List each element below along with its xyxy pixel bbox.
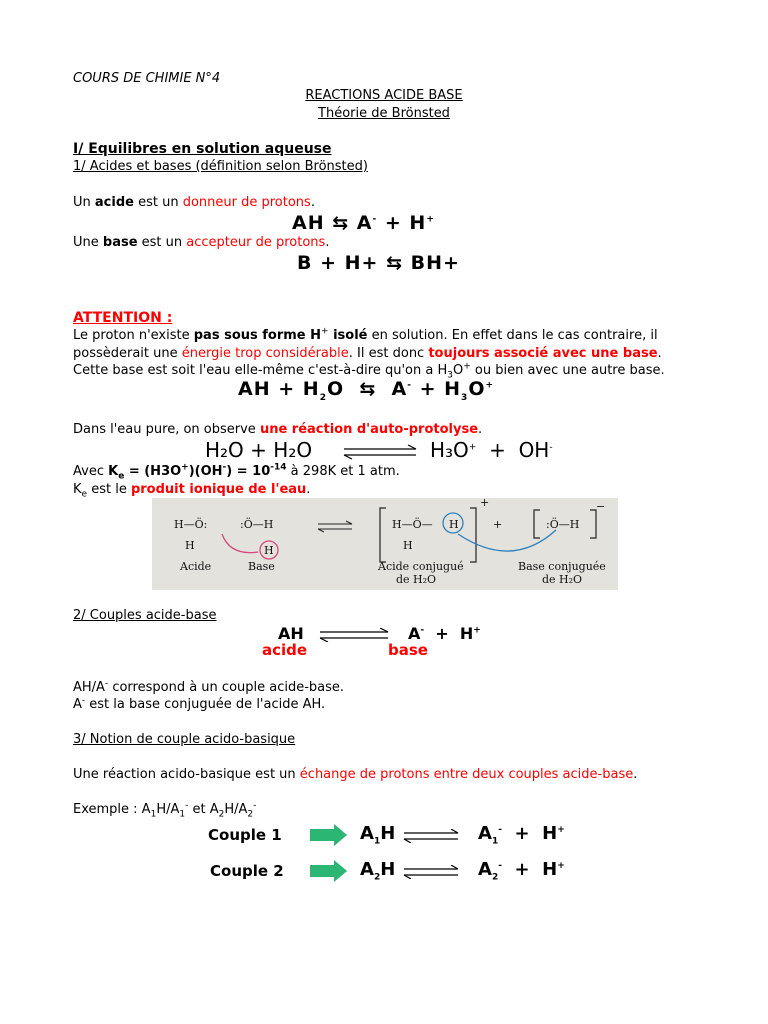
label-base-conjuguee: Base conjuguée [518, 560, 606, 573]
course-label: COURS DE CHIMIE N°4 [73, 71, 221, 86]
molecule-2: :Ö—H [240, 518, 274, 531]
autoprotolysis-line: Dans l'eau pure, on observe une réaction d'auto-protolyse. [73, 422, 483, 437]
molecule-2-h: H [264, 544, 274, 557]
label-acide-conjugue: Acide conjugué [378, 560, 464, 573]
label-de-h2o-1: de H₂O [396, 573, 437, 586]
exemple-line: Exemple : $A_1H/A_1^-$ et $A_2H/A_2^-$ [73, 800, 257, 820]
couple-line-1: AH/A- correspond à un couple acide-base. [73, 678, 345, 695]
molecule-3-h: H [403, 539, 413, 552]
attention-heading: ATTENTION : [73, 310, 173, 326]
green-arrow-icon [310, 824, 348, 846]
plus-sign: + [493, 518, 503, 531]
autoprotolysis-products: H₃O+ + OH- [430, 438, 553, 462]
couple-2-equilibrium-arrow [402, 865, 460, 879]
subsection-2-heading: 2/ Couples acide-base [73, 608, 217, 623]
autoprotolysis-equation: H₂O + H₂O [205, 438, 313, 462]
paragraph-line-2: possèderait une énergie trop considérable. Il est donc toujours associé avec une base. [73, 346, 662, 361]
couple-2-label: Couple 2 [210, 862, 284, 880]
molecule-1: H—Ö: [174, 518, 208, 531]
charge-minus: − [596, 500, 606, 513]
paragraph-line-3: Cette base est soit l'eau elle-même c'est-à-dire qu'on a $H_3O^+$ ou bien avec une autre base. [73, 361, 665, 381]
reaction-definition: Une réaction acido-basique est un échange de protons entre deux couples acide-base. [73, 767, 638, 782]
couple-1-products: $A_1^- + H^+$ [478, 823, 565, 847]
label-de-h2o-2: de H₂O [542, 573, 583, 586]
molecule-1-h: H [185, 539, 195, 552]
autoprotolysis-figure [152, 498, 618, 590]
label-base-red: base [388, 641, 428, 659]
green-arrow-icon [310, 860, 348, 882]
charge-plus: + [480, 498, 490, 509]
couple-2-acid: $A_2H$ [360, 859, 396, 883]
base-definition: Une base est un accepteur de protons. [73, 235, 330, 250]
couple-equation-ah: AH [278, 624, 304, 643]
ke-definition: Avec $K_e = (H3O^+)(OH^-) = 10^{-14}$ à 298K et 1 atm. [73, 462, 400, 482]
molecule-4: :Ö—H [546, 518, 580, 531]
acid-equation: AH ⇆ A- + H+ [292, 212, 435, 234]
page-title: REACTIONS ACIDE BASE [305, 88, 463, 103]
figure-drawing [152, 498, 618, 590]
label-base: Base [248, 560, 275, 573]
page-subtitle: Théorie de Brönsted [318, 106, 450, 121]
couple-equilibrium-arrow [318, 628, 390, 642]
molecule-3: H—Ö— [392, 518, 433, 531]
acid-definition: Un acide est un donneur de protons. [73, 195, 315, 210]
equilibrium-arrow [342, 444, 418, 460]
couple-1-equilibrium-arrow [402, 829, 460, 843]
water-equation: AH + $H_2O$ ⇆ $A^- + H_3O^+$ [238, 378, 495, 403]
base-equation: B + H+ ⇆ BH+ [297, 252, 460, 274]
subsection-3-heading: 3/ Notion de couple acido-basique [73, 732, 296, 747]
subsection-1-heading: 1/ Acides et bases (définition selon Brönsted) [73, 159, 368, 174]
couple-2-products: $A_2^- + H^+$ [478, 859, 565, 883]
couple-1-label: Couple 1 [208, 826, 282, 844]
couple-equation-products: A- + H+ [408, 624, 481, 643]
paragraph-line-1: Le proton n'existe pas sous forme H+ isolé en solution. En effet dans le cas contraire, il [73, 326, 658, 343]
label-acide-red: acide [262, 641, 308, 659]
ke-product-line: $K_e$ est le produit ionique de l'eau. [73, 482, 311, 500]
couple-1-acid: $A_1H$ [360, 823, 396, 847]
section-heading: I/ Equilibres en solution aqueuse [73, 141, 332, 157]
couple-line-2: A- est la base conjuguée de l'acide AH. [73, 695, 326, 712]
molecule-3-circled-h: H [449, 518, 459, 531]
label-acide: Acide [180, 560, 212, 573]
